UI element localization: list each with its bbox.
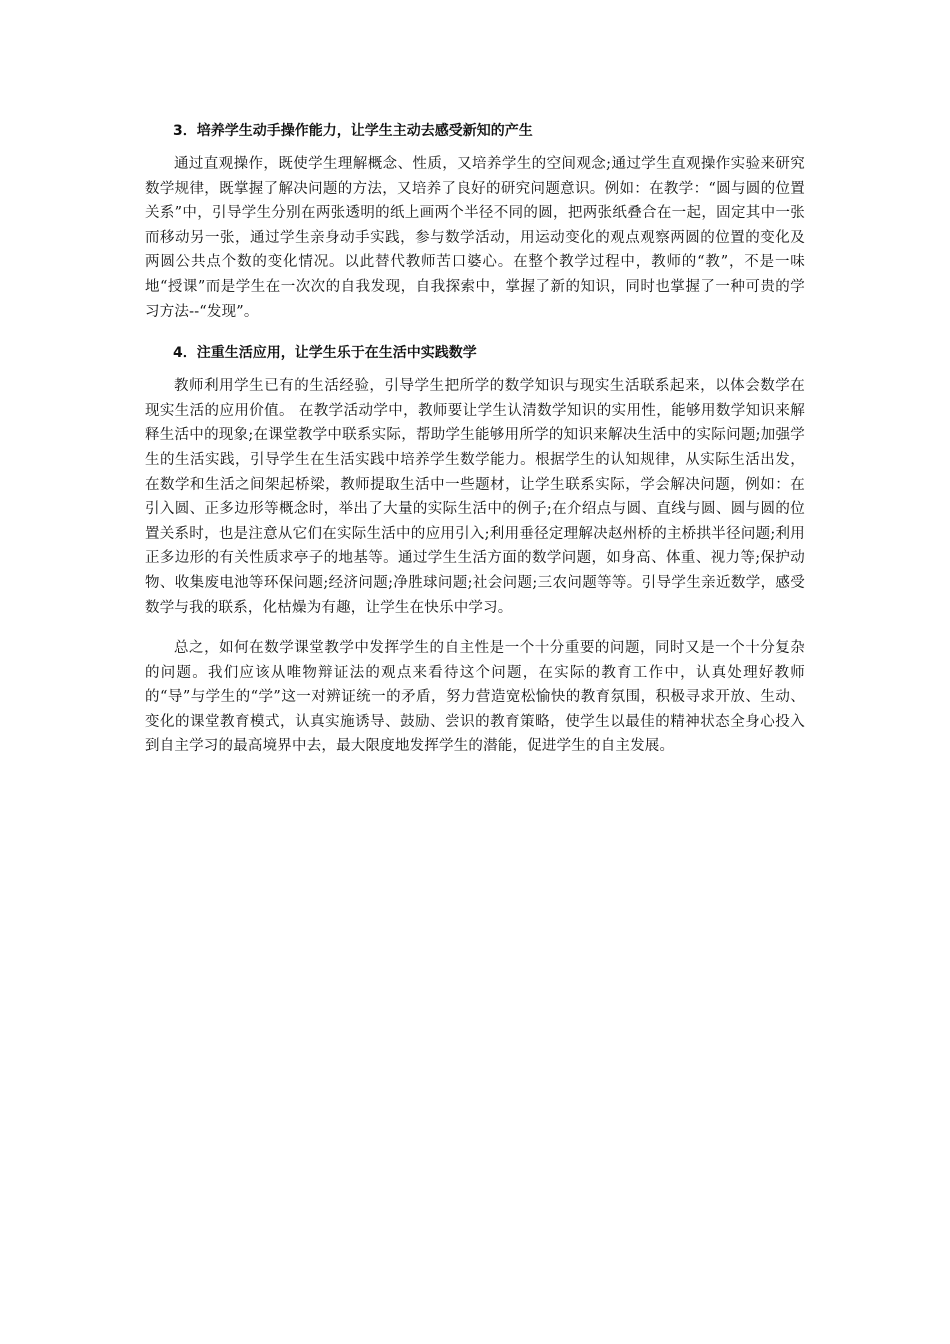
document-body [145, 118, 805, 775]
section-heading-4: 4．注重生活应用，让学生乐于在生活中实践数学 [173, 345, 477, 362]
section-paragraph-3: 通过直观操作，既使学生理解概念、性质，又培养学生的空间观念;通过学生直观操作实验来研究数学规律，既掌握了解决问题的方法，又培养了良好的研究问题意识。例如：在教学：“圆与圆的位置关系”中，引导学生分别在两张透明的纸上画两个半径不同的圆，把两张纸叠合在一起，固定其中一张而移动另一张，通过学生亲身动手实践，参与数学活动，用运动变化的观点观察两圆的位置的变化及两圆公共点个数的变化情况。以此替代教师苦口婆心。在整个教学过程中，教师的“教”，不是一味地“授课”而是学生在一次次的自我发现，自我探索中，掌握了新的知识，同时也掌握了一种可贵的学习方法--“发现”。 [145, 156, 805, 320]
conclusion-paragraph: 总之，如何在数学课堂教学中发挥学生的自主性是一个十分重要的问题，同时又是一个十分复杂的问题。我们应该从唯物辩证法的观点来看待这个问题，在实际的教育工作中，认真处理好教师的“导”与学生的“学”这一对辨证统一的矛盾，努力营造宽松愉快的教育氛围，积极寻求开放、生动、变化的课堂教育模式，认真实施诱导、鼓励、尝识的教育策略，使学生以最佳的精神状态全身心投入到自主学习的最高境界中去，最大限度地发挥学生的潜能，促进学生的自主发展。 [145, 640, 805, 755]
section-paragraph-4: 教师利用学生已有的生活经验，引导学生把所学的数学知识与现实生活联系起来，以体会数学在现实生活的应用价值。 在教学活动学中，教师要让学生认清数学知识的实用性，能够用数学知识来解释生活中的现象;在课堂教学中联系实际，帮助学生能够用所学的知识来解决生活中的实际问题;加强学生的生活实践，引导学生在生活实践中培养学生数学能力。根据学生的认知规律，从实际生活出发，在数学和生活之间架起桥梁，教师提取生活中一些题材，让学生联系实际，学会解决问题，例如：在引入圆、正多边形等概念时，举出了大量的实际生活中的例子;在介绍点与圆、直线与圆、圆与圆的位置关系时，也是注意从它们在实际生活中的应用引入;利用垂径定理解决赵州桥的主桥拱半径问题;利用正多边形的有关性质求亭子的地基等。通过学生生活方面的数学问题，如身高、体重、视力等;保护动物、收集废电池等环保问题;经济问题;净胜球问题;社会问题;三农问题等等。引导学生亲近数学，感受数学与我的联系，化枯燥为有趣，让学生在快乐中学习。 [145, 378, 805, 616]
section-heading-3: 3．培养学生动手操作能力，让学生主动去感受新知的产生 [173, 123, 533, 139]
